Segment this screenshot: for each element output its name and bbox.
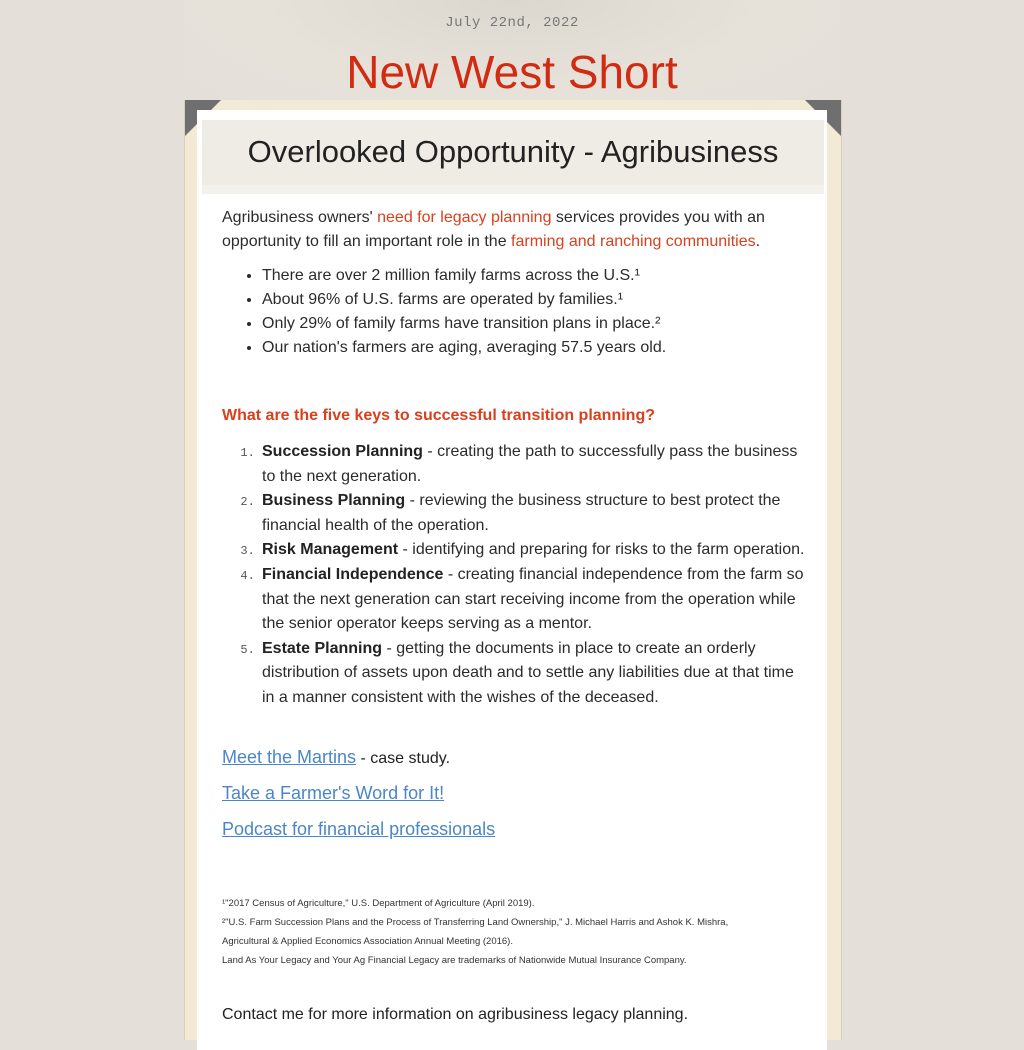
footnotes	[222, 894, 807, 970]
issue-date: July 22nd, 2022	[445, 15, 579, 31]
footnote: ²"U.S. Farm Succession Plans and the Process of Transferring Land Ownership," J. Michael Harris and Ashok K. Mishra,	[222, 916, 729, 928]
key-desc: - identifying and preparing for risks to the farm operation.	[398, 541, 805, 559]
newsletter-title: New West Short	[346, 46, 678, 98]
intro-paragraph	[222, 206, 807, 254]
related-links	[222, 744, 807, 852]
key-desc: - getting the documents in place to create an orderly distribution of assets upon death and to settle any liabilities due at that time in a manner consistent with the wishes of the deceased.	[262, 639, 794, 706]
key-title: Business Planning	[262, 492, 406, 510]
key-desc: - reviewing the business structure to best protect the financial health of the operation.	[262, 492, 781, 534]
article-heading: Overlooked Opportunity - Agribusiness	[247, 134, 779, 169]
article-frame	[184, 100, 842, 1040]
footnote: ¹"2017 Census of Agriculture," U.S. Department of Agriculture (April 2019).	[222, 897, 535, 909]
key-desc: - creating financial independence from the farm so that the next generation can start receiving income from the operation while the senior operator keeps serving as a mentor.	[262, 565, 804, 633]
farming-communities-link[interactable]: farming and ranching communities	[511, 233, 756, 250]
keys-question: What are the five keys to successful transition planning?	[222, 407, 655, 424]
link-row	[222, 780, 807, 816]
key-item	[262, 563, 807, 637]
key-item	[262, 637, 807, 711]
contact-line: Contact me for more information on agribusiness legacy planning.	[222, 1005, 689, 1023]
intro-text-3: .	[755, 233, 761, 250]
key-title: Risk Management	[262, 541, 399, 559]
key-item	[262, 440, 807, 489]
article-heading-box	[202, 120, 824, 194]
farmers-word-link[interactable]: Take a Farmer's Word for It!	[222, 782, 445, 803]
podcast-link[interactable]: Podcast for financial professionals	[222, 818, 496, 839]
case-study-label: - case study.	[356, 749, 451, 767]
meet-the-martins-link[interactable]: Meet the Martins	[222, 746, 357, 767]
fact-item: • Our nation's farmers are aging, averaging 57.5 years old.	[262, 336, 807, 360]
key-title: Succession Planning	[262, 443, 423, 460]
intro-text-1: Agribusiness owners'	[222, 209, 378, 226]
key-title: Estate Planning	[262, 639, 383, 657]
facts-list	[222, 264, 807, 360]
article-body	[222, 206, 807, 1027]
article-card	[197, 110, 827, 1050]
key-item	[262, 538, 807, 563]
key-item	[262, 489, 807, 538]
fact-item: • About 96% of U.S. farms are operated by families.¹	[262, 288, 807, 312]
keys-list	[222, 440, 807, 711]
key-title: Financial Independence	[262, 565, 444, 583]
fact-item: • There are over 2 million family farms across the U.S.¹	[262, 264, 807, 288]
fact-item: • Only 29% of family farms have transition plans in place.²	[262, 312, 807, 336]
key-desc: - creating the path to successfully pass the business to the next generation.	[262, 443, 798, 485]
link-row	[222, 816, 807, 852]
legacy-planning-link[interactable]: need for legacy planning	[377, 209, 552, 226]
intro-text-2: services provides you with an opportunity to fill an important role in the	[222, 209, 765, 250]
footnote: Land As Your Legacy and Your Ag Financial Legacy are trademarks of Nationwide Mutual Insurance Company.	[222, 954, 687, 966]
footnote: Agricultural & Applied Economics Association Annual Meeting (2016).	[222, 935, 513, 947]
link-row	[222, 744, 807, 780]
